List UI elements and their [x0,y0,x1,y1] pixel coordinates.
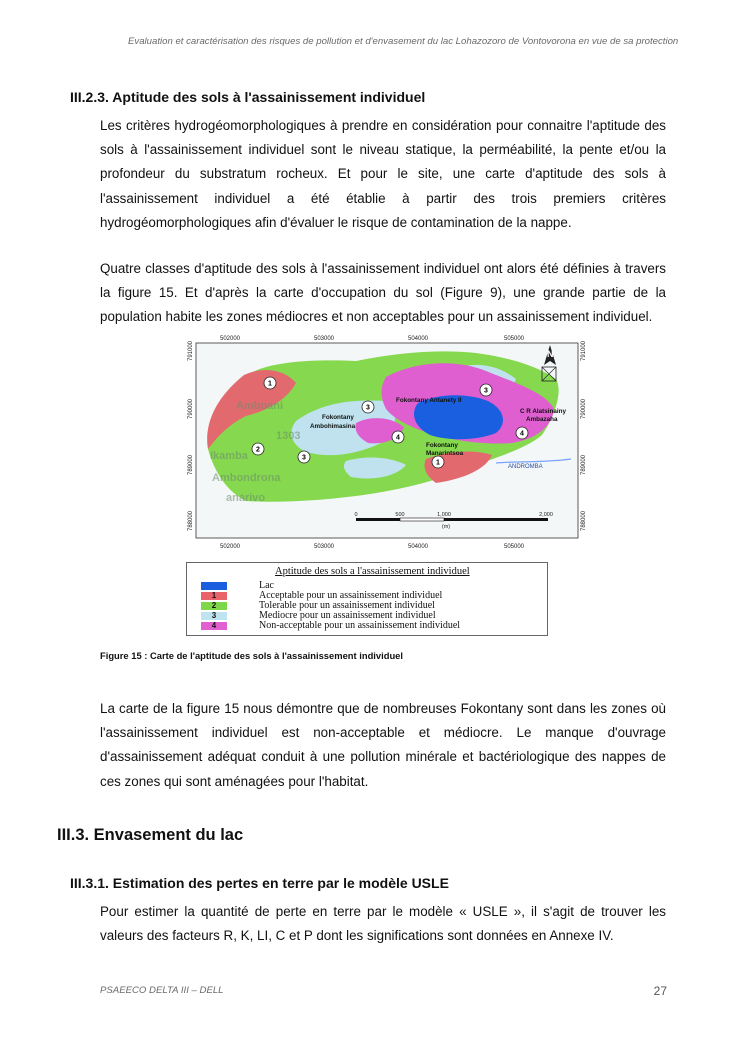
paragraph-criteres: Les critères hydrogéomorphologiques à prendre en considération pour connaitre l'aptitude des sols à l'assainissement individuel sont le niveau statique, la perméabilité, la pente et/ou la profondeur du substratum rocheux. Et pour le site, une carte d'aptitude des sols à l'assainissement individuel a été établie à partir des trois premiers critères hydrogéomorphologiques afin d'évaluer le risque de contamination de la nappe. [100,118,666,230]
zone-number-4b: 4 [520,430,524,438]
paragraph-usle: Pour estimer la quantité de perte en terre par le modèle « USLE », il s'agit de trouver les valeurs des facteurs R, K, LI, C et P dont les significations sont données en Annexe IV. [100,904,666,944]
x-tick-bottom-1: 502000 [220,544,241,550]
paragraph-quatre-classes: Quatre classes d'aptitude des sols à l'assainissement individuel ont alors été définies à travers la figure 15. Et d'après la carte d'occupation du sol (Figure 9), une grande partie de la population habite les zones médiocres et non acceptables pour un assainissement individuel. [100,261,666,325]
y-tick-left-1: 791000 [188,340,194,361]
y-tick-left-4: 788000 [188,510,194,531]
legend-swatch-lac [201,582,227,590]
map-legend [186,562,548,636]
paragraph-demonstre: La carte de la figure 15 nous démontre que de nombreuses Fokontany sont dans les zones où l'assainissement individuel est non-acceptable et médiocre. Le manque d'ouvrage d'assainissement adéquat conduit à une pollution minérale et bactériologique des nappes de ces zones qui sont aménagées pour l'habitat. [100,701,666,789]
bg-label-ikamba: Ikamba [210,450,248,462]
legend-label-tolerable: Tolerable pour un assainissement individuel [259,600,435,611]
legend-label-lac: Lac [259,580,274,591]
footer-project: PSAEECO DELTA III – DELL [100,985,224,996]
label-ambohimasina-2: Ambohimasina [310,423,356,430]
scale-tick-1000: 1,000 [437,512,451,518]
label-ambohimasina-1: Fokontany [322,414,354,421]
y-tick-right-2: 790000 [581,398,587,419]
bg-label-ambondrona: Ambondrona [212,472,281,484]
section-heading-3-2-3: III.2.3. Aptitude des sols à l'assainissement individuel [70,89,426,105]
label-manarintsoa-2: Manarintsoa [426,450,464,457]
figure-caption: Figure 15 : Carte de l'aptitude des sols à l'assainissement individuel [100,650,403,661]
y-tick-right-3: 789000 [581,454,587,475]
label-antanety: Fokontany Antanety II [396,397,462,404]
legend-label-mediocre: Mediocre pour un assainissement individuel [259,610,436,621]
legend-label-acceptable: Acceptable pour un assainissement individuel [259,590,443,601]
legend-swatch-mediocre: 3 [201,612,227,620]
legend-swatch-tolerable: 2 [201,602,227,610]
scale-tick-500: 500 [395,512,405,518]
label-alatsinainy-2: Ambazaha [526,416,558,423]
label-alatsinainy-1: C R Alatsinainy [520,408,566,415]
section-heading-3-3-1: III.3.1. Estimation des pertes en terre par le modèle USLE [70,875,449,891]
legend-item-nonacceptable [211,620,461,631]
zone-number-1a: 1 [268,380,272,388]
label-manarintsoa-1: Fokontany [426,442,458,449]
zone-number-4a: 4 [396,434,400,442]
y-tick-left-2: 790000 [188,398,194,419]
x-tick-top-3: 504000 [408,336,429,342]
y-tick-right-4: 788000 [581,510,587,531]
x-tick-top-2: 503000 [314,336,335,342]
section-heading-3-3: III.3. Envasement du lac [57,826,244,844]
x-tick-bottom-4: 505000 [504,544,525,550]
legend-title: Aptitude des sols a l'assainissement individuel [275,566,470,577]
y-tick-left-3: 789000 [188,454,194,475]
north-label: N [547,349,554,359]
legend-label-nonacceptable: Non-acceptable pour un assainissement individuel [259,620,461,631]
zone-number-3b: 3 [366,404,370,412]
zone-number-1b: 1 [436,459,440,467]
bg-label-1303: 1303 [276,430,301,442]
running-header: Evaluation et caractérisation des risques de pollution et d'envasement du lac Lohazozoro de Vontovorona en vue de sa protection [128,36,679,47]
zone-number-2: 2 [256,446,260,454]
label-andromba: ANDROMBA [508,464,543,470]
x-tick-top-1: 502000 [220,336,241,342]
scale-tick-2000: 2,000 [539,512,553,518]
x-tick-bottom-3: 504000 [408,544,429,550]
soil-aptitude-map [186,331,586,553]
scale-unit: (m) [441,524,451,530]
bg-label-amboani: Amboani [236,400,284,412]
x-tick-bottom-2: 503000 [314,544,335,550]
x-tick-top-4: 505000 [504,336,525,342]
zone-number-3a: 3 [302,454,306,462]
legend-swatch-nonacceptable: 4 [201,622,227,630]
scale-tick-0: 0 [354,512,358,518]
page-number: 27 [653,984,667,998]
legend-swatch-acceptable: 1 [201,592,227,600]
bg-label-anarivo: anarivo [226,492,266,504]
y-tick-right-1: 791000 [581,340,587,361]
zone-number-3c: 3 [484,387,488,395]
